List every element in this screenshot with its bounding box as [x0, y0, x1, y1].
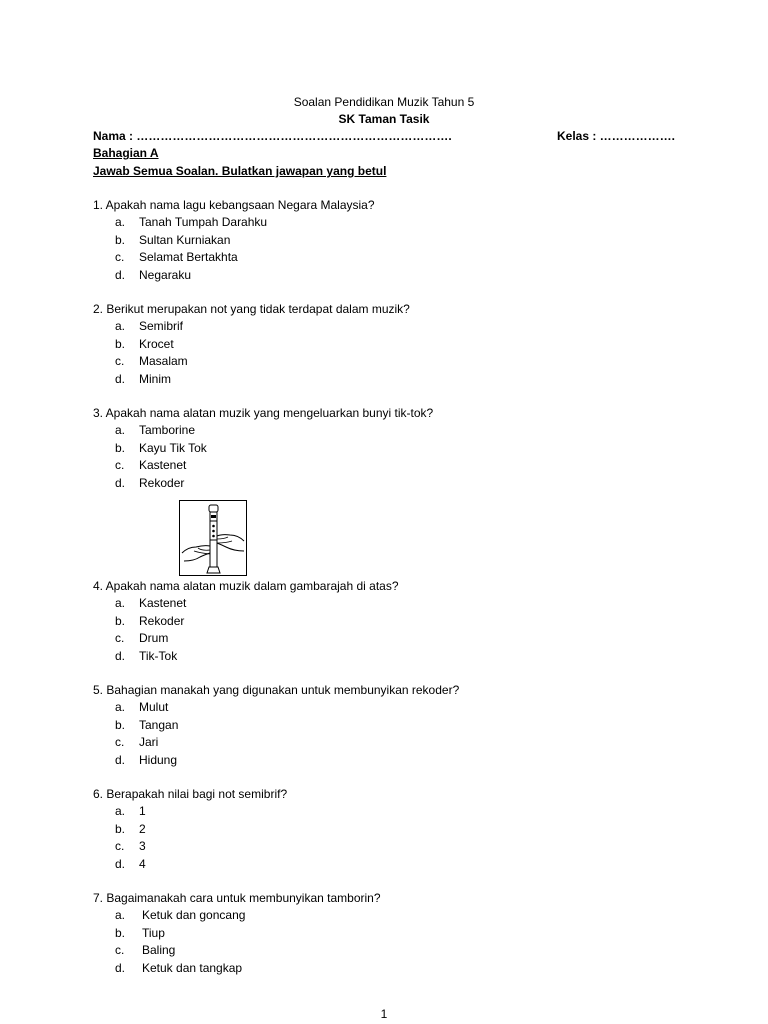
- question-stem: 4. Apakah nama alatan muzik dalam gambarajah di atas?: [93, 579, 399, 593]
- option-a: [93, 422, 693, 440]
- option-text: Kayu Tik Tok: [139, 440, 207, 455]
- option-text: Jari: [139, 735, 159, 749]
- option-text: Tamborine: [139, 423, 196, 437]
- option-letter: b.: [115, 336, 126, 351]
- option-letter: c.: [115, 735, 125, 749]
- option-text: Negaraku: [139, 267, 192, 282]
- option-letter: c.: [115, 839, 125, 853]
- option-text: 2: [139, 821, 146, 836]
- option-text: 3: [139, 839, 146, 853]
- option-letter: c.: [115, 458, 125, 472]
- school-name: SK Taman Tasik: [338, 112, 430, 126]
- option-text: Mulut: [139, 700, 169, 714]
- question-2: [93, 301, 693, 388]
- question-1: [93, 197, 693, 284]
- option-letter: a.: [115, 319, 126, 333]
- option-letter: b.: [115, 821, 126, 836]
- option-b: [93, 717, 693, 735]
- option-letter: d.: [115, 371, 126, 386]
- section-instruction: Jawab Semua Soalan. Bulatkan jawapan yang betul: [93, 164, 387, 178]
- option-letter: c.: [115, 943, 125, 957]
- option-letter: a.: [115, 215, 126, 229]
- option-letter: d.: [115, 648, 126, 663]
- option-d: [93, 960, 693, 978]
- option-text: Tiup: [142, 925, 165, 940]
- option-c: [93, 942, 693, 960]
- option-text: Ketuk dan goncang: [142, 908, 246, 922]
- option-text: Sultan Kurniakan: [139, 232, 231, 247]
- option-text: Semibrif: [139, 319, 184, 333]
- option-d: [93, 371, 693, 389]
- name-field-label: Nama : …………………………………………………………………….: [93, 129, 452, 143]
- option-d: [93, 267, 693, 285]
- option-a: [93, 214, 693, 232]
- question-stem: 3. Apakah nama alatan muzik yang mengeluarkan bunyi tik-tok?: [93, 406, 434, 420]
- option-a: [93, 595, 693, 613]
- option-b: [93, 232, 693, 250]
- option-text: Selamat Bertakhta: [139, 250, 238, 264]
- option-text: Drum: [139, 631, 169, 645]
- option-d: [93, 648, 693, 666]
- option-letter: d.: [115, 475, 126, 490]
- option-text: Krocet: [139, 336, 174, 351]
- option-letter: b.: [115, 232, 126, 247]
- option-text: Minim: [139, 371, 171, 386]
- question-5: [93, 682, 693, 769]
- option-text: Hidung: [139, 752, 178, 767]
- option-text: Rekoder: [139, 613, 185, 628]
- option-b: [93, 821, 693, 839]
- question-stem: 7. Bagaimanakah cara untuk membunyikan tamborin?: [93, 891, 381, 905]
- option-c: [93, 630, 693, 648]
- page-number: 1: [380, 1007, 388, 1021]
- option-letter: a.: [115, 700, 126, 714]
- option-c: [93, 734, 693, 752]
- recorder-illustration: [179, 500, 247, 576]
- option-letter: c.: [115, 354, 125, 368]
- option-a: [93, 907, 693, 925]
- option-text: Tangan: [139, 717, 179, 732]
- option-b: [93, 336, 693, 354]
- option-text: Tik-Tok: [139, 648, 178, 663]
- question-7: [93, 890, 693, 977]
- option-text: Baling: [142, 943, 176, 957]
- option-letter: b.: [115, 440, 126, 455]
- question-stem: 2. Berikut merupakan not yang tidak terdapat dalam muzik?: [93, 302, 410, 316]
- option-letter: d.: [115, 856, 126, 871]
- option-text: Kastenet: [139, 596, 187, 610]
- option-letter: c.: [115, 250, 125, 264]
- option-letter: d.: [115, 267, 126, 282]
- option-letter: c.: [115, 631, 125, 645]
- section-heading: Bahagian A: [93, 146, 159, 160]
- option-letter: a.: [115, 423, 126, 437]
- option-letter: d.: [115, 752, 126, 767]
- option-letter: d.: [115, 960, 126, 975]
- option-a: [93, 803, 693, 821]
- question-3: [93, 405, 693, 492]
- option-letter: b.: [115, 613, 126, 628]
- option-letter: a.: [115, 596, 126, 610]
- option-d: [93, 752, 693, 770]
- option-text: Masalam: [139, 354, 188, 368]
- option-letter: b.: [115, 925, 126, 940]
- option-letter: a.: [115, 908, 126, 922]
- question-stem: 6. Berapakah nilai bagi not semibrif?: [93, 787, 288, 801]
- option-text: Ketuk dan tangkap: [142, 960, 243, 975]
- class-field-label: Kelas : ……………….: [557, 129, 676, 143]
- option-text: Rekoder: [139, 475, 185, 490]
- option-a: [93, 318, 693, 336]
- option-text: 1: [139, 804, 146, 818]
- option-b: [93, 613, 693, 631]
- option-text: Tanah Tumpah Darahku: [139, 215, 268, 229]
- option-c: [93, 353, 693, 371]
- option-a: [93, 699, 693, 717]
- student-info-row: [93, 128, 683, 145]
- option-b: [93, 440, 693, 458]
- option-c: [93, 457, 693, 475]
- question-6: [93, 786, 693, 873]
- question-stem: 1. Apakah nama lagu kebangsaan Negara Malaysia?: [93, 198, 375, 212]
- option-letter: b.: [115, 717, 126, 732]
- option-b: [93, 925, 693, 943]
- option-c: [93, 249, 693, 267]
- option-d: [93, 856, 693, 874]
- option-text: 4: [139, 856, 146, 871]
- option-d: [93, 475, 693, 493]
- question-stem: 5. Bahagian manakah yang digunakan untuk membunyikan rekoder?: [93, 683, 460, 697]
- document-title: Soalan Pendidikan Muzik Tahun 5: [293, 95, 475, 109]
- option-text: Kastenet: [139, 458, 187, 472]
- question-4: [93, 578, 693, 665]
- option-c: [93, 838, 693, 856]
- option-letter: a.: [115, 804, 126, 818]
